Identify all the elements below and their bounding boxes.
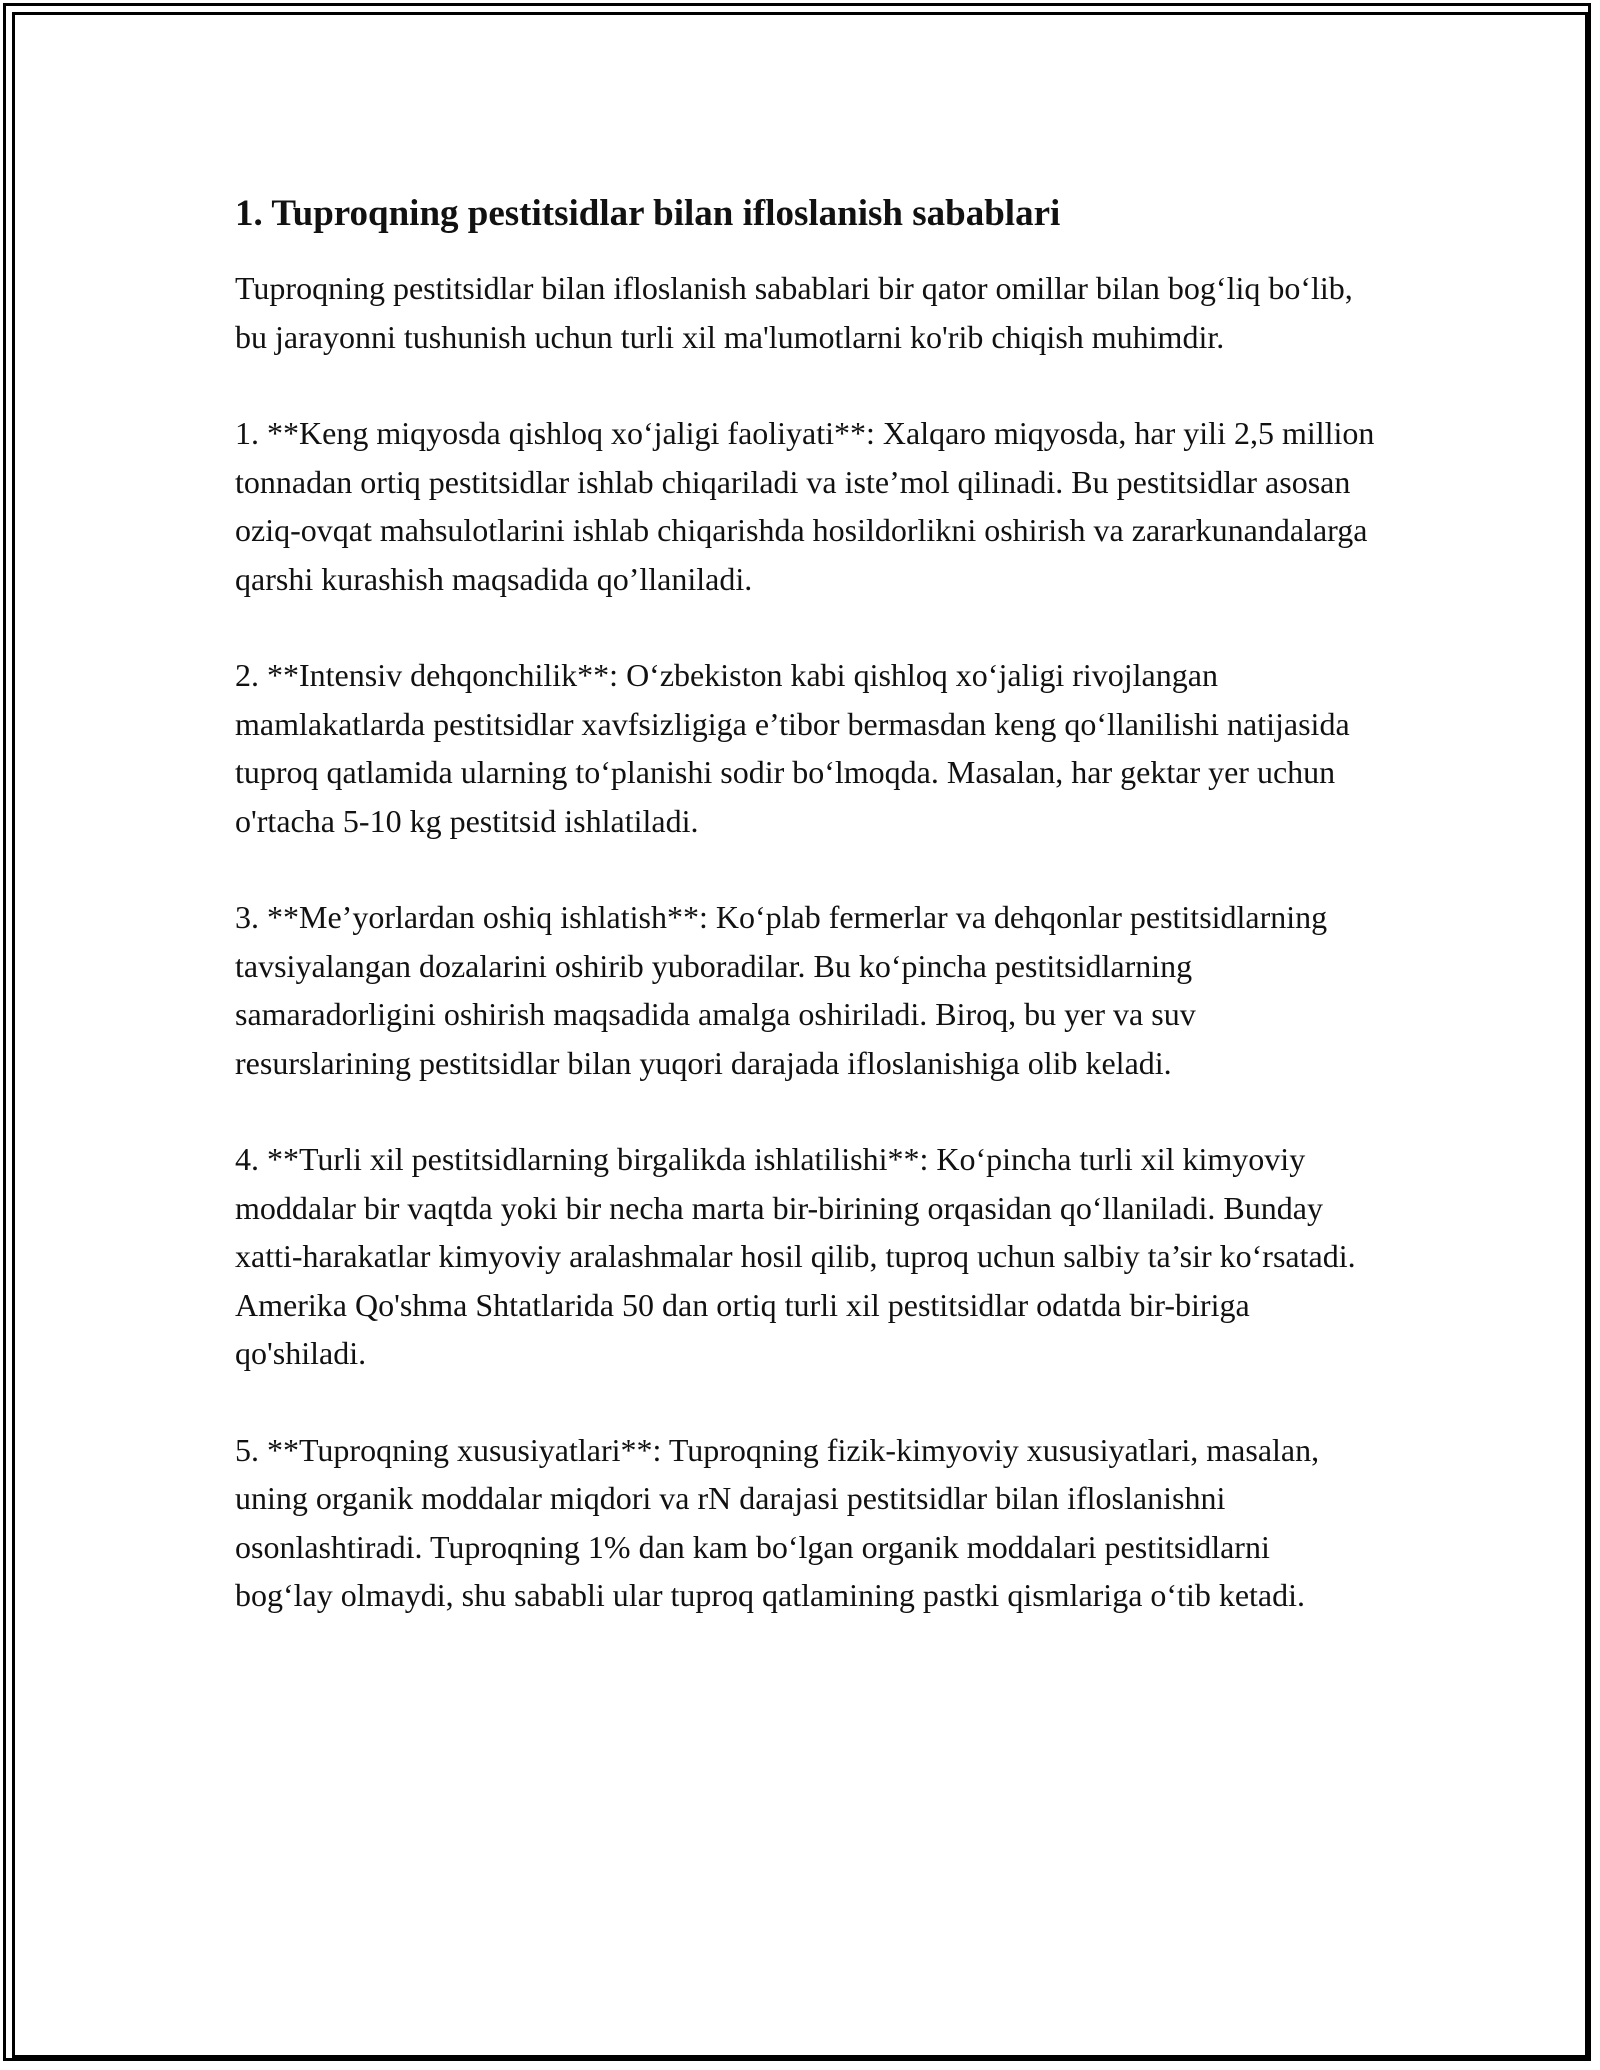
list-item: 1. **Keng miqyosda qishloq xo‘jaligi faoliyati**: Xalqaro miqyosda, har yili 2,5 million tonnadan ortiq pestitsidlar ishlab chiqariladi va iste’mol qilinadi. Bu pestitsidlar asosan oziq-ovqat mahsulotlarini ishlab chiqarishda hosildorlikni oshirish va zararkunandalarga qarshi kurashish maqsadida qo’llaniladi. xyxy=(235,415,1375,597)
document-body xyxy=(235,186,1375,1668)
list-item: 2. **Intensiv dehqonchilik**: O‘zbekiston kabi qishloq xo‘jaligi rivojlangan mamlakatlarda pestitsidlar xavfsizligiga e’tibor bermasdan keng qo‘llanilishi natijasida tuproq qatlamida ularning to‘planishi sodir bo‘lmoqda. Masalan, har gektar yer uchun o'rtacha 5-10 kg pestitsid ishlatiladi. xyxy=(235,657,1350,839)
list-item: 5. **Tuproqning xususiyatlari**: Tuproqning fizik-kimyoviy xususiyatlari, masalan, uning organik moddalar miqdori va rN darajasi pestitsidlar bilan ifloslanishni osonlashtiradi. Tuproqning 1% dan kam bo‘lgan organik moddalari pestitsidlarni bog‘lay olmaydi, shu sababli ular tuproq qatlamining pastki qismlariga o‘tib ketadi. xyxy=(235,1431,1320,1613)
list-item: 3. **Me’yorlardan oshiq ishlatish**: Ko‘plab fermerlar va dehqonlar pestitsidlarning tavsiyalangan dozalarini oshirib yuboradilar. Bu ko‘pincha pestitsidlarning samaradorligini oshirish maqsadida amalga oshiriladi. Biroq, bu yer va suv resurslarining pestitsidlar bilan yuqori darajada ifloslanishiga olib keladi. xyxy=(235,899,1328,1081)
section-heading: 1. Tuproqning pestitsidlar bilan ifloslanish sabablari xyxy=(235,193,1061,234)
list-item: 4. **Turli xil pestitsidlarning birgalikda ishlatilishi**: Ko‘pincha turli xil kimyoviy moddalar bir vaqtda yoki bir necha marta bir-birining orqasidan qo‘llaniladi. Bunday xatti-harakatlar kimyoviy aralashmalar hosil qilib, tuproq uchun salbiy ta’sir ko‘rsatadi. Amerika Qo'shma Shtatlarida 50 dan ortiq turli xil pestitsidlar odatda bir-biriga qo'shiladi. xyxy=(235,1141,1356,1371)
intro-paragraph: Tuproqning pestitsidlar bilan ifloslanish sabablari bir qator omillar bilan bog‘liq bo‘lib, bu jarayonni tushunish uchun turli xil ma'lumotlarni ko'rib chiqish muhimdir. xyxy=(235,270,1353,355)
